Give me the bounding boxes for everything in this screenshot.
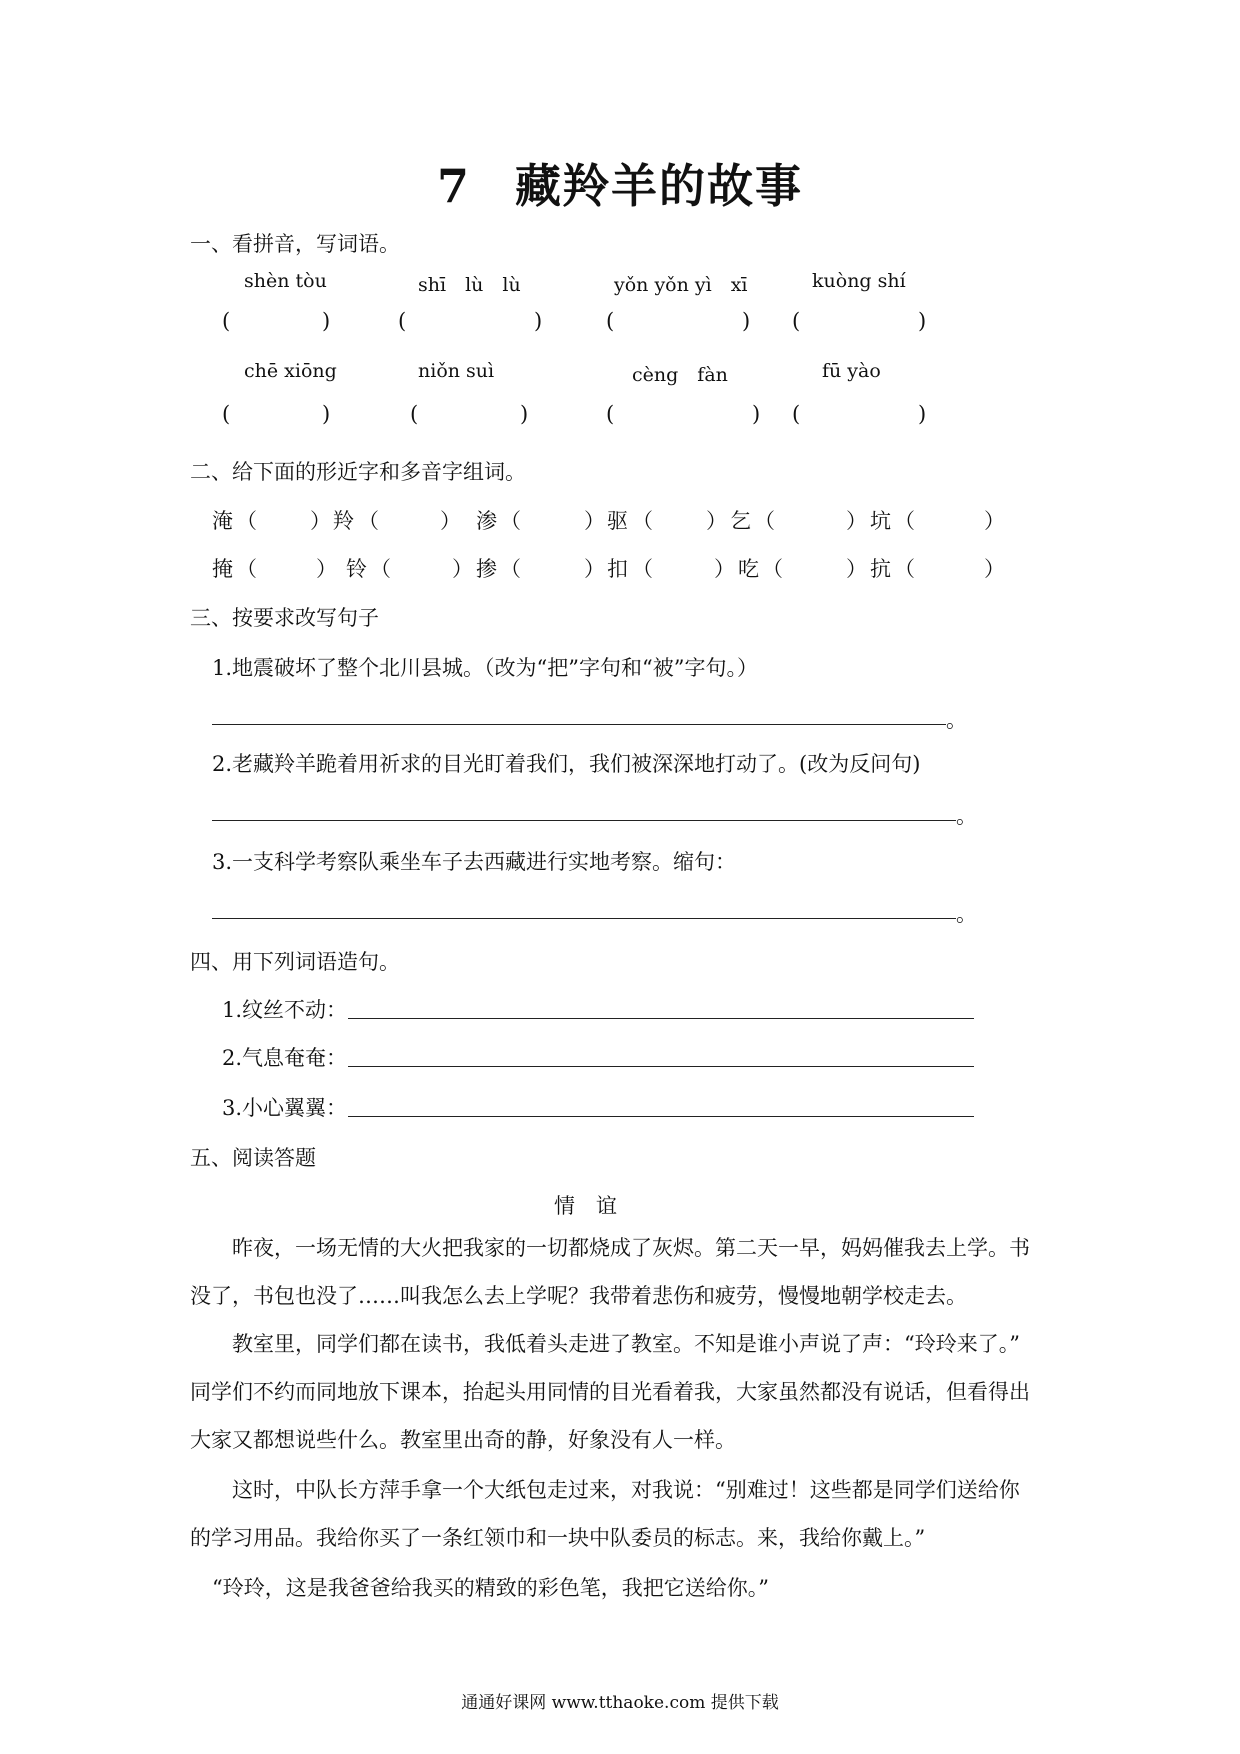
answer-open-paren: ( xyxy=(222,309,231,333)
word-close-paren: ） xyxy=(846,557,867,581)
word-close-paren: ） xyxy=(984,557,1005,581)
word-open-paren: （ xyxy=(358,509,379,533)
word-open-paren: （ xyxy=(754,509,775,533)
char-2-1: 掩 xyxy=(212,557,233,581)
word-open-paren: （ xyxy=(632,557,653,581)
word-close-paren: ） xyxy=(316,557,337,581)
word-close-paren: ） xyxy=(452,557,473,581)
word-open-paren: （ xyxy=(632,509,653,533)
make-sentence-word-2: 2.气息奄奄： xyxy=(222,1046,348,1070)
section-heading-2: 二、给下面的形近字和多音字组词。 xyxy=(190,460,526,484)
word-open-paren: （ xyxy=(236,509,257,533)
sentence-line-3[interactable] xyxy=(348,1116,974,1117)
char-1-1: 淹 xyxy=(212,509,233,533)
period: 。 xyxy=(956,804,977,828)
answer-open-paren: ( xyxy=(222,402,231,426)
word-close-paren: ） xyxy=(584,509,605,533)
word-close-paren: ） xyxy=(584,557,605,581)
section-heading-1: 一、看拼音，写词语。 xyxy=(190,232,400,256)
pinyin-2-3: cèng fàn xyxy=(632,364,728,386)
answer-line-1[interactable] xyxy=(212,724,946,725)
make-sentence-word-3: 3.小心翼翼： xyxy=(222,1096,348,1120)
rewrite-prompt-3: 3.一支科学考察队乘坐车子去西藏进行实地考察。缩句： xyxy=(212,850,737,874)
word-open-paren: （ xyxy=(500,509,521,533)
reading-line: 没了，书包也没了……叫我怎么去上学呢？我带着悲伤和疲劳，慢慢地朝学校走去。 xyxy=(190,1284,967,1308)
pinyin-1-1: shèn tòu xyxy=(244,270,327,292)
pinyin-1-2: shī lù lù xyxy=(418,274,521,296)
answer-open-paren: ( xyxy=(410,402,419,426)
word-open-paren: （ xyxy=(370,557,391,581)
char-1-2: 羚 xyxy=(333,509,354,533)
period: 。 xyxy=(956,902,977,926)
char-1-6: 坑 xyxy=(870,509,891,533)
section-heading-5: 五、阅读答题 xyxy=(190,1146,316,1170)
word-open-paren: （ xyxy=(762,557,783,581)
period: 。 xyxy=(946,708,967,732)
char-1-4: 驱 xyxy=(607,509,628,533)
rewrite-prompt-1: 1.地震破坏了整个北川县城。（改为“把”字句和“被”字句。） xyxy=(212,656,758,680)
pinyin-2-4: fū yào xyxy=(822,360,881,382)
word-close-paren: ） xyxy=(714,557,735,581)
answer-close-paren: ) xyxy=(918,402,927,426)
reading-line: 同学们不约而同地放下课本，抬起头用同情的目光看着我，大家虽然都没有说话，但看得出 xyxy=(190,1380,1030,1404)
word-open-paren: （ xyxy=(236,557,257,581)
reading-line: “玲玲，这是我爸爸给我买的精致的彩色笔，我把它送给你。” xyxy=(212,1576,769,1600)
answer-open-paren: ( xyxy=(606,309,615,333)
answer-line-3[interactable] xyxy=(212,918,956,919)
page-footer: 通通好课网 www.tthaoke.com 提供下载 xyxy=(461,1693,779,1713)
rewrite-prompt-2: 2.老藏羚羊跪着用祈求的目光盯着我们，我们被深深地打动了。(改为反问句) xyxy=(212,752,921,776)
char-2-5: 吃 xyxy=(738,557,759,581)
word-open-paren: （ xyxy=(500,557,521,581)
answer-close-paren: ) xyxy=(534,309,543,333)
reading-line: 的学习用品。我给你买了一条红领巾和一块中队委员的标志。来，我给你戴上。” xyxy=(190,1526,926,1550)
reading-line: 这时，中队长方萍手拿一个大纸包走过来，对我说：“别难过！这些都是同学们送给你 xyxy=(232,1478,1020,1502)
sentence-line-1[interactable] xyxy=(348,1018,974,1019)
reading-line: 大家又都想说些什么。教室里出奇的静，好象没有人一样。 xyxy=(190,1428,736,1452)
section-heading-3: 三、按要求改写句子 xyxy=(190,606,379,630)
reading-title: 情 谊 xyxy=(554,1194,617,1218)
word-close-paren: ） xyxy=(440,509,461,533)
answer-line-2[interactable] xyxy=(212,820,956,821)
answer-close-paren: ) xyxy=(322,402,331,426)
char-2-2: 铃 xyxy=(346,557,367,581)
char-2-4: 扣 xyxy=(607,557,628,581)
reading-line: 昨夜，一场无情的大火把我家的一切都烧成了灰烬。第二天一早，妈妈催我去上学。书 xyxy=(232,1236,1030,1260)
word-close-paren: ） xyxy=(706,509,727,533)
pinyin-1-4: kuòng shí xyxy=(812,270,906,292)
word-close-paren: ） xyxy=(310,509,331,533)
answer-close-paren: ) xyxy=(742,309,751,333)
pinyin-2-1: chē xiōng xyxy=(244,360,337,382)
char-1-3: 渗 xyxy=(476,509,497,533)
answer-open-paren: ( xyxy=(606,402,615,426)
answer-open-paren: ( xyxy=(398,309,407,333)
char-2-6: 抗 xyxy=(870,557,891,581)
pinyin-1-3: yǒn yǒn yì xī xyxy=(614,274,748,296)
answer-open-paren: ( xyxy=(792,402,801,426)
pinyin-2-2: niǒn suì xyxy=(418,360,495,382)
answer-close-paren: ) xyxy=(520,402,529,426)
word-open-paren: （ xyxy=(894,557,915,581)
answer-open-paren: ( xyxy=(792,309,801,333)
word-close-paren: ） xyxy=(984,509,1005,533)
section-heading-4: 四、用下列词语造句。 xyxy=(190,950,400,974)
lesson-number: 7 xyxy=(436,159,471,213)
make-sentence-word-1: 1.纹丝不动： xyxy=(222,998,348,1022)
char-2-3: 掺 xyxy=(476,557,497,581)
answer-close-paren: ) xyxy=(322,309,331,333)
char-1-5: 乞 xyxy=(730,509,751,533)
page-title xyxy=(0,150,1240,216)
answer-close-paren: ) xyxy=(752,402,761,426)
answer-close-paren: ) xyxy=(918,309,927,333)
sentence-line-2[interactable] xyxy=(348,1066,974,1067)
reading-line: 教室里，同学们都在读书，我低着头走进了教室。不知是谁小声说了声：“玲玲来了。” xyxy=(232,1332,1020,1356)
word-close-paren: ） xyxy=(846,509,867,533)
word-open-paren: （ xyxy=(894,509,915,533)
lesson-title: 藏羚羊的故事 xyxy=(515,159,803,213)
